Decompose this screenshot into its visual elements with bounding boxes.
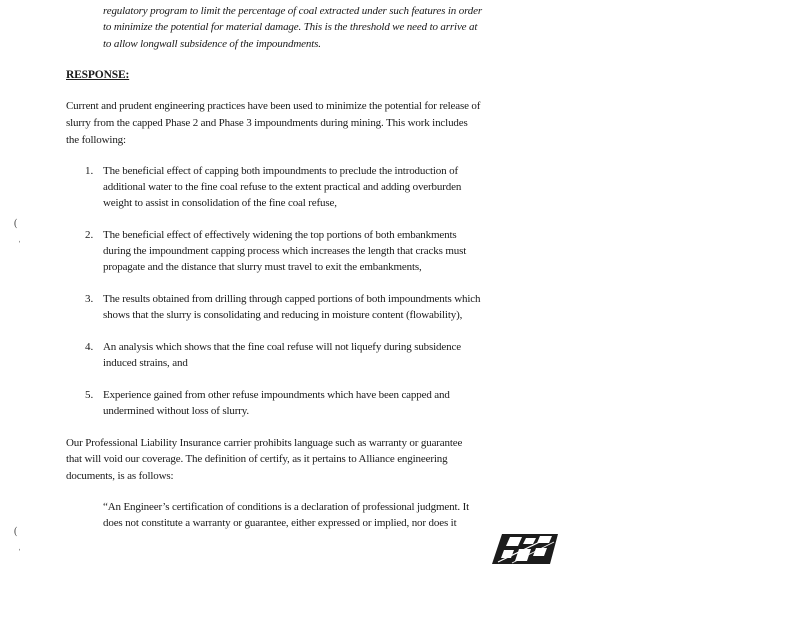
item-1-line-3: weight to assist in consolidation of the fine coal refuse,	[103, 197, 337, 209]
item-2-line-3: propagate and the distance that slurry must travel to exit the embankments,	[103, 261, 422, 273]
liability-line-1: Our Professional Liability Insurance carrier prohibits language such as warranty or guarantee	[66, 437, 463, 449]
liability-line-3: documents, is as follows:	[66, 470, 174, 482]
item-1-line-2: additional water to the fine coal refuse to the extent practical and adding overburden	[103, 181, 462, 193]
definition-line-1: “An Engineer’s certification of conditions is a declaration of professional judgment. It	[103, 501, 469, 513]
definition-line-2: does not constitute a warranty or guarantee, either expressed or implied, nor does it	[103, 517, 457, 529]
quote-line-3: to allow longwall subsidence of the impoundments.	[103, 38, 321, 50]
item-4-line-1: An analysis which shows that the fine coal refuse will not liquefy during subsidence	[103, 341, 461, 353]
item-1-line-1: The beneficial effect of capping both impoundments to preclude the introduction of	[103, 165, 458, 177]
scan-mark-top-tail: ˌ	[18, 232, 22, 243]
liability-line-2: that will void our coverage. The definition of certify, as it pertains to Alliance engineering	[66, 453, 448, 465]
item-4-line-2: induced strains, and	[103, 357, 188, 369]
item-2-number: 2.	[85, 229, 94, 241]
scan-mark-top: (	[14, 218, 18, 229]
intro-line-3: the following:	[66, 134, 126, 146]
item-2-line-2: during the impoundment capping process which increases the length that cracks must	[103, 245, 467, 257]
quote-line-2: to minimize the potential for material damage. This is the threshold we need to arrive at	[103, 21, 478, 33]
seal-stamp-icon	[492, 532, 560, 566]
item-3-number: 3.	[85, 293, 94, 305]
quote-line-1: regulatory program to limit the percentage of coal extracted under such features in order	[103, 5, 483, 17]
item-5-number: 5.	[85, 389, 94, 401]
item-3-line-1: The results obtained from drilling through capped portions of both impoundments which	[103, 293, 481, 305]
intro-line-1: Current and prudent engineering practices have been used to minimize the potential for release of	[66, 100, 481, 112]
response-heading: RESPONSE:	[66, 69, 130, 81]
scan-mark-bottom: (	[14, 526, 18, 537]
item-3-line-2: shows that the slurry is consolidating and reducing in moisture content (flowability),	[103, 309, 463, 321]
item-4-number: 4.	[85, 341, 94, 353]
item-5-line-1: Experience gained from other refuse impoundments which have been capped and	[103, 389, 450, 401]
item-1-number: 1.	[85, 165, 94, 177]
intro-line-2: slurry from the capped Phase 2 and Phase 3 impoundments during mining. This work includes	[66, 117, 468, 129]
scan-mark-bottom-tail: ˌ	[18, 540, 22, 551]
item-5-line-2: undermined without loss of slurry.	[103, 405, 250, 417]
item-2-line-1: The beneficial effect of effectively widening the top portions of both embankments	[103, 229, 457, 241]
